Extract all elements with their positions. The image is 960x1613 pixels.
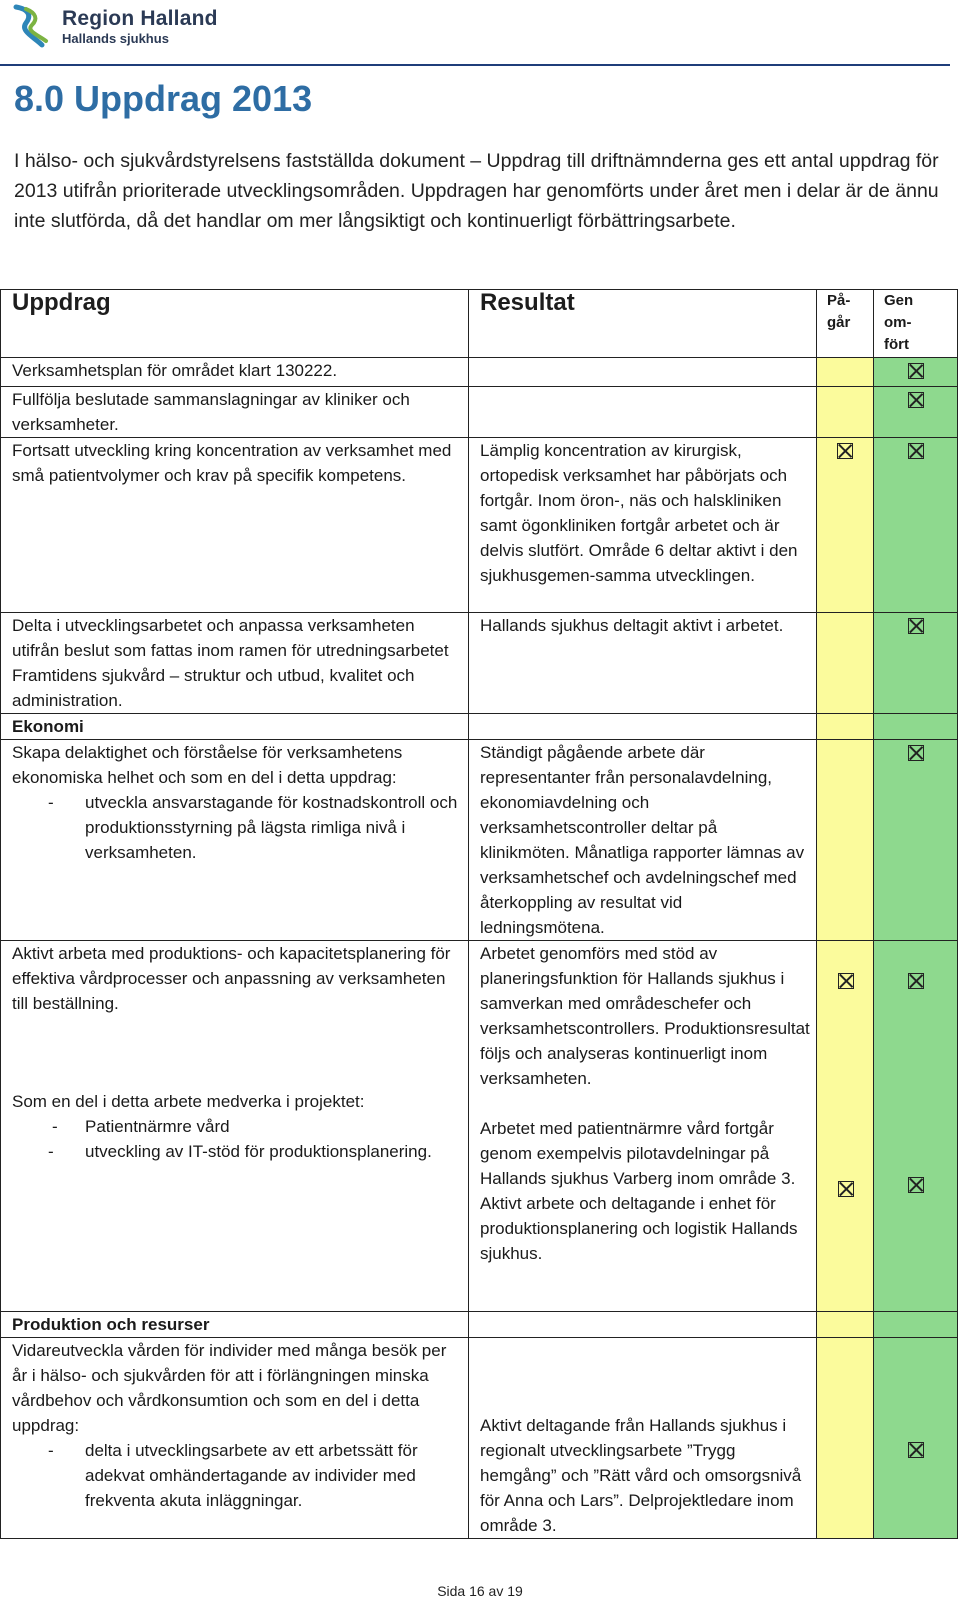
pagar-cell bbox=[817, 714, 874, 740]
table-row bbox=[1, 613, 958, 714]
uppdrag-cell: Delta i utvecklingsarbetet och anpassa verksamheten utifrån beslut som fattas inom ramen för utredningsarbetet Framtidens sjukvård – struktur och utbud, kvalitet och administration. bbox=[1, 613, 469, 714]
resultat-cell bbox=[469, 1312, 817, 1338]
resultat-text-b1: Arbetet med patientnärmre vård fortgår genom exempelvis pilotavdelningar på Hallands sjukhus Varberg inom område 3. bbox=[480, 1119, 796, 1188]
list-dash: - bbox=[48, 793, 54, 812]
genomfort-cell bbox=[874, 358, 958, 387]
checked-box-icon bbox=[908, 1442, 924, 1458]
list-item-text: Patientnärmre vård bbox=[85, 1117, 230, 1136]
table-row bbox=[1, 1338, 958, 1539]
list-item-text: utveckla ansvarstagande för kostnadskontroll och produktionsstyrning på lägsta rimliga nivå i verksamheten. bbox=[85, 793, 458, 862]
resultat-cell bbox=[469, 941, 817, 1312]
checked-box-icon bbox=[838, 1181, 854, 1197]
pagar-cell bbox=[817, 438, 874, 613]
header-pagar-label: På- går bbox=[827, 292, 851, 331]
pagar-cell bbox=[817, 740, 874, 941]
list-dash: - bbox=[48, 1142, 54, 1161]
list-item bbox=[12, 790, 462, 865]
col-header-genomfort bbox=[874, 290, 958, 358]
resultat-text-a: Arbetet genomförs med stöd av planeringsfunktion för Hallands sjukhus i samverkan med områdeschefer och verksamhetscontrollers. Produktionsresultat följs och analyseras kontinuerligt inom verksamheten. bbox=[480, 944, 810, 1088]
resultat-cell bbox=[469, 714, 817, 740]
checked-box-icon bbox=[908, 1177, 924, 1193]
uppdrag-cell: Fullfölja beslutade sammanslagningar av kliniker och verksamheter. bbox=[1, 387, 469, 438]
genomfort-cell bbox=[874, 438, 958, 613]
resultat-cell bbox=[469, 358, 817, 387]
section-row bbox=[1, 714, 958, 740]
list-item bbox=[12, 1139, 462, 1164]
list-item-text: delta i utvecklingsarbete av ett arbetssätt för adekvat omhändertagande av individer med frekventa akuta inläggningar. bbox=[85, 1441, 418, 1510]
genomfort-cell bbox=[874, 1312, 958, 1338]
pagar-cell bbox=[817, 613, 874, 714]
page-title: 8.0 Uppdrag 2013 bbox=[14, 78, 313, 119]
uppdrag-intro: Skapa delaktighet och förståelse för verksamhetens ekonomiska helhet och som en del i detta uppdrag: bbox=[12, 743, 403, 787]
uppdrag-intro: Vidareutveckla vården för individer med många besök per år i hälso- och sjukvården för att i förlängningen minska vårdbehov och vårdkonsumtion och som en del i detta uppdrag: bbox=[12, 1341, 447, 1435]
section-title: Produktion och resurser bbox=[1, 1312, 469, 1338]
list-item-text: utveckling av IT-stöd för produktionsplanering. bbox=[85, 1142, 432, 1161]
checked-box-icon bbox=[908, 363, 924, 379]
checked-box-icon bbox=[908, 392, 924, 408]
table-header-row bbox=[1, 290, 958, 358]
logo-subname: Hallands sjukhus bbox=[62, 30, 169, 46]
table-row bbox=[1, 438, 958, 613]
uppdrag-cell: Fortsatt utveckling kring koncentration av verksamhet med små patientvolymer och krav på specifik kompetens. bbox=[1, 438, 469, 613]
pagar-cell bbox=[817, 358, 874, 387]
pagar-cell bbox=[817, 387, 874, 438]
uppdrag-cell: Verksamhetsplan för området klart 130222. bbox=[1, 358, 469, 387]
resultat-cell: Ständigt pågående arbete där representanter från personalavdelning, ekonomiavdelning och verksamhetscontroller deltar på klinikmöten. Månatliga rapporter lämnas av verksamhetschef och avdelningschef med återkoppling av resultat vid ledningsmötena. bbox=[469, 740, 817, 941]
list-item bbox=[12, 1438, 462, 1513]
pagar-cell bbox=[817, 1312, 874, 1338]
checked-box-icon bbox=[837, 443, 853, 459]
col-header-uppdrag bbox=[1, 290, 469, 358]
table-row bbox=[1, 740, 958, 941]
list-item bbox=[12, 1114, 462, 1139]
table-row bbox=[1, 358, 958, 387]
section-title: Ekonomi bbox=[1, 714, 469, 740]
logo-name: Region Halland bbox=[62, 6, 218, 30]
resultat-cell bbox=[469, 1338, 817, 1539]
checked-box-icon bbox=[838, 973, 854, 989]
header-rule bbox=[0, 64, 950, 66]
genomfort-cell bbox=[874, 740, 958, 941]
genomfort-cell bbox=[874, 941, 958, 1312]
page-footer: Sida 16 av 19 bbox=[437, 1583, 523, 1599]
checked-box-icon bbox=[908, 973, 924, 989]
pagar-cell bbox=[817, 1338, 874, 1539]
header-genomfort-label: Gen om- fört bbox=[884, 292, 914, 353]
resultat-text: Aktivt deltagande från Hallands sjukhus i regionalt utvecklingsarbete ”Trygg hemgång” och ”Rätt vård och omsorgsnivå för Anna och Lars”. Delprojektledare inom område 3. bbox=[480, 1416, 802, 1535]
genomfort-cell bbox=[874, 613, 958, 714]
checked-box-icon bbox=[908, 618, 924, 634]
table-row bbox=[1, 387, 958, 438]
table-row bbox=[1, 941, 958, 1312]
uppdrag-text-a: Aktivt arbeta med produktions- och kapacitetsplanering för effektiva vårdprocesser och anpassning av verksamheten till beställning. bbox=[12, 944, 451, 1013]
pagar-cell bbox=[817, 941, 874, 1312]
genomfort-cell bbox=[874, 1338, 958, 1539]
resultat-cell: Hallands sjukhus deltagit aktivt i arbetet. bbox=[469, 613, 817, 714]
resultat-text-b2: Aktivt arbete och deltagande i enhet för produktionsplanering och logistik Hallands sjukhus. bbox=[480, 1194, 798, 1263]
list-dash: - bbox=[52, 1117, 58, 1136]
section-row bbox=[1, 1312, 958, 1338]
intro-paragraph: I hälso- och sjukvårdstyrelsens fastställda dokument – Uppdrag till driftnämnderna ges ett antal uppdrag för 2013 utifrån prioriterade utvecklingsområden. Uppdragen har genomförts under året men i delar är de ännu inte slutförda, då det handlar om mer långsiktigt och kontinuerligt förbättringsarbete. bbox=[14, 150, 939, 232]
col-header-pagar bbox=[817, 290, 874, 358]
uppdrag-cell bbox=[1, 1338, 469, 1539]
uppdrag-cell bbox=[1, 740, 469, 941]
resultat-cell bbox=[469, 387, 817, 438]
header-uppdrag-label: Uppdrag bbox=[12, 289, 111, 316]
genomfort-cell bbox=[874, 387, 958, 438]
genomfort-cell bbox=[874, 714, 958, 740]
col-header-resultat bbox=[469, 290, 817, 358]
resultat-cell: Lämplig koncentration av kirurgisk, ortopedisk verksamhet har påbörjats och fortgår. Inom öron-, näs och halskliniken samt ögonkliniken fortgår arbetet och är delvis slutfört. Område 6 deltar aktivt i den sjukhusgemen-samma utvecklingen. bbox=[469, 438, 817, 613]
region-halland-logo bbox=[12, 2, 218, 50]
uppdrag-text-b: Som en del i detta arbete medverka i projektet: bbox=[12, 1092, 365, 1111]
header-resultat-label: Resultat bbox=[480, 289, 575, 316]
list-dash: - bbox=[48, 1441, 54, 1460]
checked-box-icon bbox=[908, 443, 924, 459]
checked-box-icon bbox=[908, 745, 924, 761]
logo-mark-icon bbox=[12, 3, 54, 49]
uppdrag-table bbox=[0, 289, 958, 1539]
uppdrag-cell bbox=[1, 941, 469, 1312]
